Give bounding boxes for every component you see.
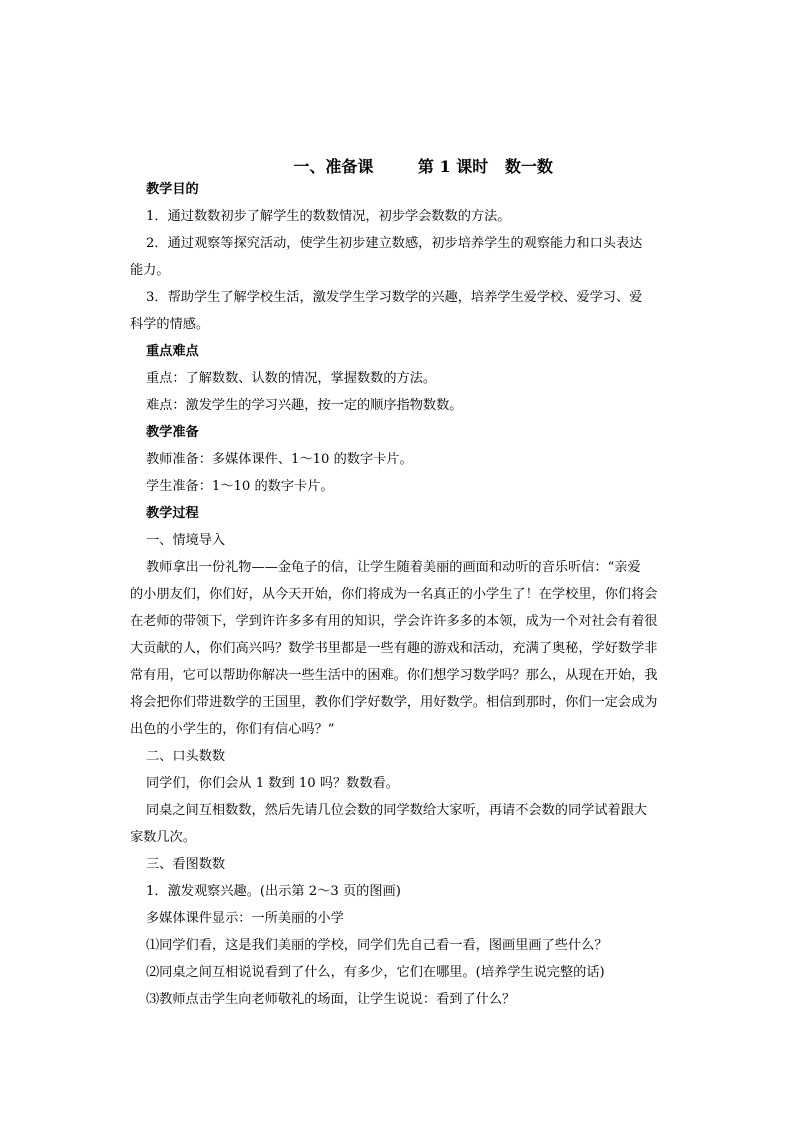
title-topic: 数一数 bbox=[504, 157, 553, 176]
title-lesson-number: 第 1 课时 bbox=[417, 157, 489, 176]
section-3-question-3: ⑶教师点击学生向老师敬礼的场面，让学生说说：看到了什么？ bbox=[146, 992, 516, 1007]
objective-item-2-line-2: 能力。 bbox=[130, 263, 170, 278]
difficult-point: 难点：激发学生的学习兴趣，按一定的顺序指物数数。 bbox=[146, 398, 463, 413]
section-1-paragraph-line-6: 将会把你们带进数学的王国里，教你们学好数学，用好数学。相信到那时，你们一定会成为 bbox=[130, 695, 658, 710]
section-1-paragraph-line-2: 的小朋友们，你们好，从今天开始，你们将成为一名真正的小学生了！在学校里，你们将会 bbox=[130, 587, 658, 602]
preparation-heading: 教学准备 bbox=[146, 425, 199, 440]
key-point: 重点：了解数数、认数的情况，掌握数数的方法。 bbox=[146, 371, 437, 386]
section-1-paragraph-line-7: 出色的小学生的，你们有信心吗？” bbox=[130, 722, 335, 737]
document-page bbox=[130, 128, 678, 1013]
objective-item-2-line-1: 2．通过观察等探究活动，使学生初步建立数感，初步培养学生的观察能力和口头表达 bbox=[146, 236, 643, 251]
section-3-paragraph-1: 1．激发观察兴趣。(出示第 2～3 页的图画) bbox=[146, 884, 401, 899]
section-3-question-1: ⑴同学们看，这是我们美丽的学校，同学们先自己看一看，图画里画了些什么？ bbox=[146, 938, 608, 953]
section-3-question-2: ⑵同桌之间互相说说看到了什么，有多少，它们在哪里。(培养学生说完整的话) bbox=[146, 965, 605, 980]
section-2-title: 二、口头数数 bbox=[146, 749, 226, 764]
section-3-title: 三、看图数数 bbox=[146, 857, 226, 872]
section-1-paragraph-line-3: 在老师的带领下，学到许许多多有用的知识，学会许许多多的本领，成为一个对社会有着很 bbox=[130, 614, 658, 629]
lesson-title bbox=[146, 128, 678, 176]
section-2-paragraph-2-line-1: 同桌之间互相数数，然后先请几位会数的同学数给大家听，再请不会数的同学试着跟大 bbox=[146, 803, 648, 818]
section-1-paragraph-line-5: 常有用，它可以帮助你解决一些生活中的困难。你们想学习数学吗？那么，从现在开始，我 bbox=[130, 668, 658, 683]
objective-item-1: 1．通过数数初步了解学生的数数情况，初步学会数数的方法。 bbox=[146, 209, 511, 224]
objective-item-3-line-1: 3．帮助学生了解学校生活，激发学生学习数学的兴趣，培养学生爱学校、爱学习、爱 bbox=[146, 290, 643, 305]
section-2-paragraph-2-line-2: 家数几次。 bbox=[130, 830, 196, 845]
objectives-heading: 教学目的 bbox=[146, 182, 199, 197]
objective-item-3-line-2: 科学的情感。 bbox=[130, 317, 210, 332]
process-heading: 教学过程 bbox=[146, 506, 199, 521]
section-1-paragraph-line-1: 教师拿出一份礼物——金龟子的信，让学生随着美丽的画面和动听的音乐听信：“亲爱 bbox=[146, 560, 641, 575]
teacher-preparation: 教师准备：多媒体课件、1～10 的数字卡片。 bbox=[146, 452, 413, 467]
section-2-paragraph-1: 同学们，你们会从 1 数到 10 吗？数数看。 bbox=[146, 776, 399, 791]
section-3-paragraph-2: 多媒体课件显示：一所美丽的小学 bbox=[146, 911, 344, 926]
section-1-title: 一、情境导入 bbox=[146, 533, 226, 548]
key-points-heading: 重点难点 bbox=[146, 344, 199, 359]
section-1-paragraph-line-4: 大贡献的人，你们高兴吗？数学书里都是一些有趣的游戏和活动，充满了奥秘，学好数学非 bbox=[130, 641, 658, 656]
title-unit: 一、准备课 bbox=[293, 157, 374, 176]
student-preparation: 学生准备：1～10 的数字卡片。 bbox=[146, 479, 334, 494]
